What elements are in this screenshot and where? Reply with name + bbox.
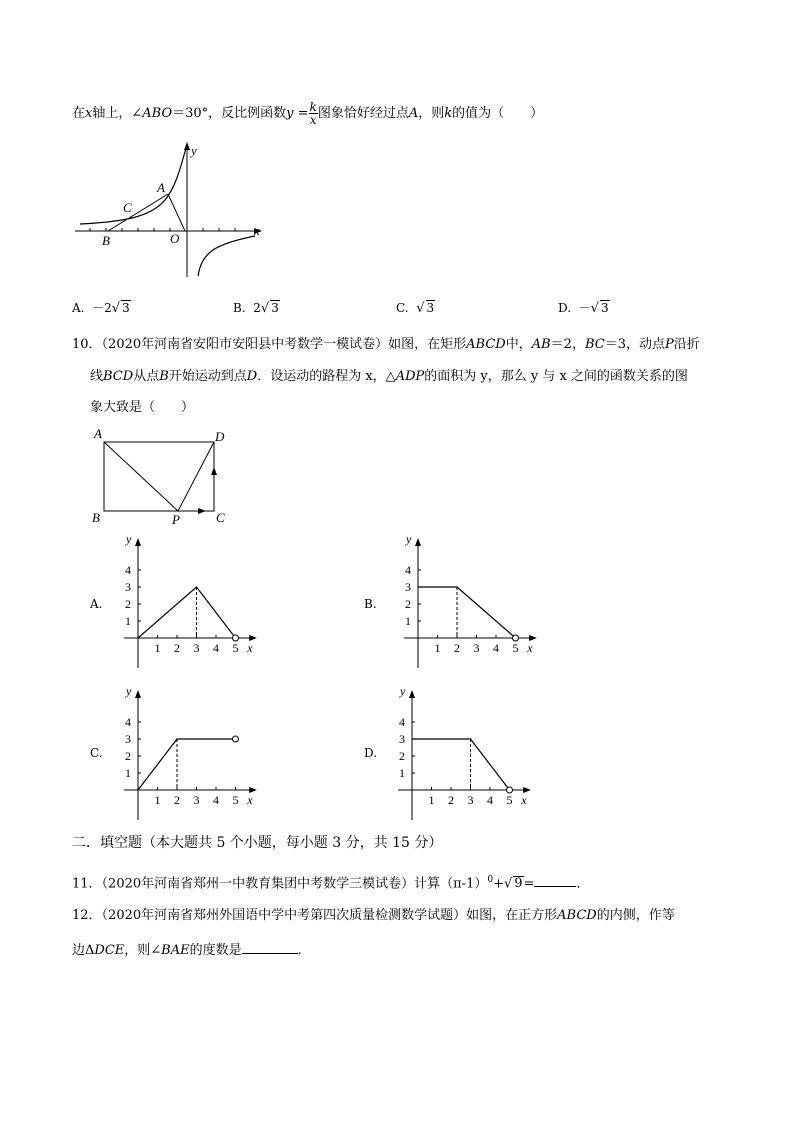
function-line — [412, 739, 510, 790]
open-endpoint — [507, 787, 513, 793]
y-axis-arrow — [135, 690, 141, 698]
q11-line: 11．（2020年河南省郑州一中教育集团中考数学三模试卷）计算$(\pi-1)^0+√$ 9= ． — [72, 870, 589, 894]
label-c: C — [123, 200, 132, 215]
y-axis-arrow — [409, 690, 415, 698]
segment-ao — [168, 194, 185, 231]
x-tick-label: 5 — [512, 641, 519, 655]
segment-ba — [108, 194, 168, 231]
axis-label-x: x — [247, 641, 253, 655]
x-tick-label: 4 — [493, 641, 499, 655]
x-tick-label: 3 — [467, 793, 474, 807]
label-x: x — [254, 223, 260, 238]
segment-ap — [104, 442, 178, 511]
y-tick-label: 4 — [125, 715, 131, 729]
hyperbola-left-branch — [80, 148, 186, 224]
arrow-up — [211, 467, 217, 475]
section-2-title: 二．填空题（本大题共 5 个小题，每小题 3 分，共 15 分） — [72, 835, 443, 851]
q10-rectangle-figure — [88, 422, 238, 532]
answer-blank[interactable] — [534, 872, 576, 887]
x-tick-label: 1 — [434, 641, 441, 655]
y-tick-label: 1 — [125, 614, 131, 628]
y-tick-label: 1 — [405, 614, 411, 628]
y-tick-label: 2 — [125, 597, 131, 611]
y-tick-label: 2 — [399, 749, 405, 763]
q9-option-a[interactable]: A. －2√ 3 — [72, 301, 130, 316]
q9-option-c[interactable]: C. √ 3 — [396, 301, 435, 316]
x-tick-label: 3 — [193, 793, 200, 807]
x-tick-label: 5 — [232, 793, 239, 807]
q10-line-3: 象大致是（ ） — [90, 400, 195, 415]
q10-line-1: 10．（2020年河南省安阳市安阳县中考数学一模试卷）如图，在矩形ABCD中，AB＝2，BC＝3，动点P沿折 — [72, 337, 700, 352]
y-tick-label: 4 — [399, 715, 405, 729]
axis-label-x: x — [527, 641, 533, 655]
label-b: B — [92, 510, 100, 525]
y-tick-label: 3 — [399, 732, 405, 746]
function-line — [418, 587, 516, 638]
y-tick-label: 1 — [125, 766, 131, 780]
function-line — [138, 739, 236, 790]
arrow-right — [198, 508, 206, 514]
axis-label-y: y — [400, 684, 406, 698]
q9-hyperbola-figure — [70, 140, 270, 280]
q10-option-c-label[interactable]: C. — [90, 746, 103, 760]
q10-option-a-label[interactable]: A. — [90, 597, 103, 611]
y-tick-label: 2 — [125, 749, 131, 763]
q9-option-d[interactable]: D. －√ 3 — [558, 301, 609, 316]
y-tick-label: 4 — [405, 563, 411, 577]
open-endpoint — [233, 635, 239, 641]
k-over-x-fraction: $\frac{k}{x}$ — [309, 100, 317, 127]
label-a: A — [157, 180, 165, 195]
q9-option-b[interactable]: B. 2√ 3 — [233, 301, 279, 316]
hyperbola-right-branch — [198, 236, 255, 276]
q12-line-1: 12．（2020年河南省郑州外国语中学中考第四次质量检测数学试题）如图，在正方形ABCD的内侧，作等 — [72, 908, 675, 923]
x-tick-label: 5 — [232, 641, 239, 655]
y-tick-label: 3 — [125, 732, 131, 746]
x-tick-label: 1 — [154, 641, 161, 655]
x-tick-label: 4 — [213, 641, 219, 655]
x-tick-label: 3 — [473, 641, 480, 655]
x-tick-label: 2 — [448, 793, 454, 807]
y-tick-label: 2 — [405, 597, 411, 611]
answer-blank[interactable] — [242, 939, 298, 954]
x-tick-label: 1 — [428, 793, 435, 807]
label-o: O — [170, 231, 180, 246]
x-tick-label: 3 — [193, 641, 200, 655]
x-tick-label: 2 — [174, 793, 180, 807]
y-tick-label: 4 — [125, 563, 131, 577]
axis-label-y: y — [406, 532, 412, 546]
q10-option-d-graph[interactable] — [360, 682, 540, 824]
q10-option-c-graph[interactable] — [112, 682, 262, 824]
label-a: A — [94, 426, 102, 441]
y-axis-arrow — [184, 142, 190, 150]
x-tick-label: 2 — [454, 641, 460, 655]
axis-label-x: x — [521, 793, 527, 807]
y-axis-arrow — [135, 538, 141, 546]
label-y: y — [191, 143, 197, 158]
open-endpoint — [233, 736, 239, 742]
q12-line-2: 边ΔDCE，则∠BAE的度数是 ． — [72, 939, 311, 961]
q10-line-2: 线BCD从点B开始运动到点D．设运动的路程为 x，△ADP的面积为 y，那么 y 与 x 之间的函数关系的图 — [90, 369, 688, 384]
x-tick-label: 1 — [154, 793, 161, 807]
x-tick-label: 4 — [213, 793, 219, 807]
y-tick-label: 3 — [125, 580, 131, 594]
y-tick-label: 3 — [405, 580, 411, 594]
label-b: B — [102, 233, 110, 248]
function-line — [138, 587, 236, 638]
axis-label-x: x — [247, 793, 253, 807]
x-tick-label: 2 — [174, 641, 180, 655]
x-tick-label: 5 — [506, 793, 513, 807]
open-endpoint — [513, 635, 519, 641]
q10-option-a-graph[interactable] — [112, 530, 262, 672]
y-tick-label: 1 — [399, 766, 405, 780]
label-p: P — [172, 512, 180, 527]
segment-pd — [178, 442, 214, 511]
q10-option-b-label[interactable]: B. — [364, 597, 377, 611]
y-axis-arrow — [415, 538, 421, 546]
axis-label-y: y — [126, 684, 132, 698]
q9-question-line: 在x轴上，∠ABO＝30°，反比例函数y = $\frac{k}{x}$ 图象恰好经过点A，则k的值为（ ） — [72, 100, 544, 127]
label-c: C — [216, 510, 225, 525]
q10-option-d-label[interactable]: D. — [364, 746, 378, 760]
axis-label-y: y — [126, 532, 132, 546]
q10-option-b-graph[interactable] — [392, 530, 542, 672]
label-d: D — [215, 429, 225, 444]
x-tick-label: 4 — [487, 793, 493, 807]
rectangle-abcd — [104, 442, 214, 511]
